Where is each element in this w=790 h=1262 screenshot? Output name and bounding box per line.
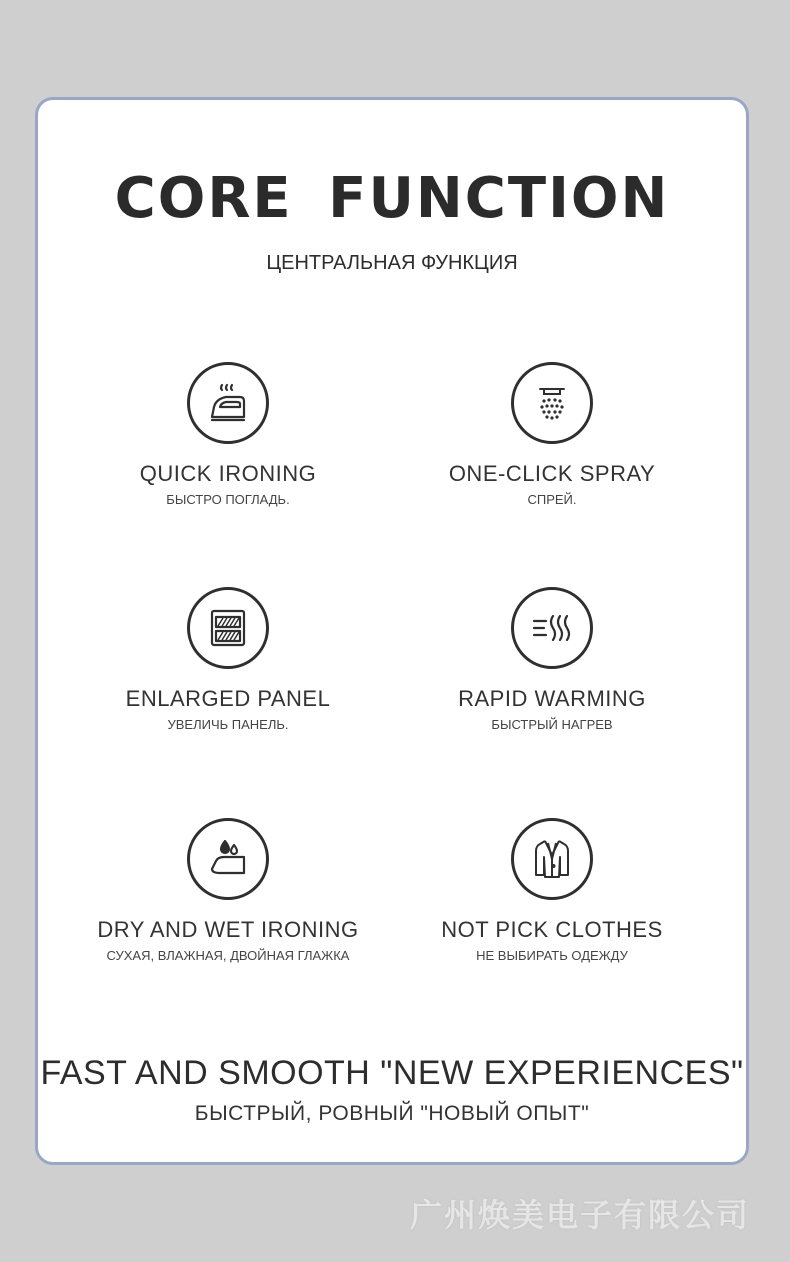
feature-subtitle: УВЕЛИЧЬ ПАНЕЛЬ. <box>167 717 289 732</box>
feature-subtitle: НЕ ВЫБИРАТЬ ОДЕЖДУ <box>476 948 628 963</box>
feature-title: RAPID WARMING <box>458 686 646 711</box>
spray-icon <box>511 362 593 444</box>
feature-title: ONE-CLICK SPRAY <box>448 461 656 486</box>
feature-quick-ironing <box>63 362 393 507</box>
water-drop-icon <box>187 818 269 900</box>
feature-not-pick-clothes <box>387 818 717 963</box>
feature-enlarged-panel <box>63 587 393 732</box>
page-title: CORE FUNCTION <box>114 166 670 231</box>
jacket-icon <box>511 818 593 900</box>
panel-icon <box>187 587 269 669</box>
feature-subtitle: СПРЕЙ. <box>527 492 577 507</box>
tagline-subtitle: БЫСТРЫЙ, РОВНЫЙ "НОВЫЙ ОПЫТ" <box>194 1102 590 1125</box>
feature-rapid-warming <box>387 587 717 732</box>
feature-title: ENLARGED PANEL <box>125 686 331 711</box>
feature-title: QUICK IRONING <box>139 461 317 486</box>
feature-subtitle: БЫСТРО ПОГЛАДЬ. <box>166 492 290 507</box>
feature-title: NOT PICK CLOTHES <box>441 917 663 942</box>
company-watermark: 广州焕美电子有限公司 <box>409 1196 750 1234</box>
heat-icon <box>511 587 593 669</box>
feature-card <box>35 97 749 1165</box>
tagline: FAST AND SMOOTH "NEW EXPERIENCES" <box>40 1054 744 1092</box>
page-subtitle: ЦЕНТРАЛЬНАЯ ФУНКЦИЯ <box>266 252 518 274</box>
feature-one-click-spray <box>387 362 717 507</box>
feature-subtitle: БЫСТРЫЙ НАГРЕВ <box>491 717 613 732</box>
feature-dry-wet-ironing <box>63 818 393 963</box>
feature-title: DRY AND WET IRONING <box>97 917 359 942</box>
feature-subtitle: СУХАЯ, ВЛАЖНАЯ, ДВОЙНАЯ ГЛАЖКА <box>106 948 350 963</box>
iron-icon <box>187 362 269 444</box>
